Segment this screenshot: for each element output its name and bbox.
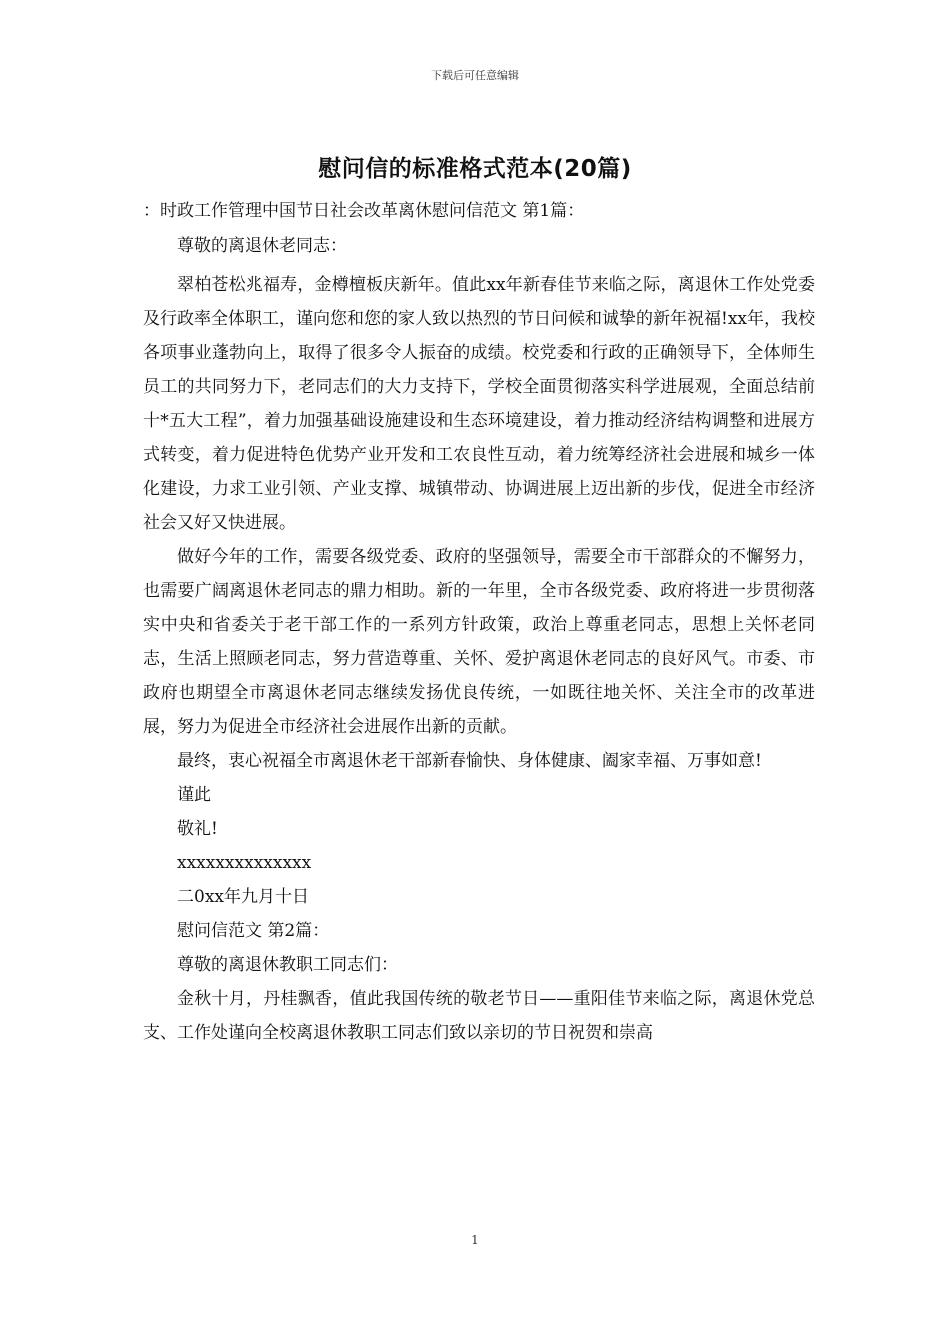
- paragraph-3: 最终，衷心祝福全市离退休老干部新春愉快、身体健康、阖家幸福、万事如意!: [177, 750, 762, 771]
- document-body: [143, 198, 815, 1050]
- greeting-1: 尊敬的离退休老同志：: [177, 235, 347, 256]
- closing-jingli: 敬礼!: [177, 818, 218, 839]
- greeting-2: 尊敬的离退休教职工同志们：: [177, 954, 398, 975]
- page-header: 下载后可任意编辑: [431, 69, 519, 82]
- paragraph-2: 做好今年的工作，需要各级党委、政府的坚强领导，需要全市干部群众的不懈努力，也需要广阔离退休老同志的鼎力相助。新的一年里，全市各级党委、政府将进一步贯彻落实中央和省委关于老干部工作的一系列方针政策，政治上尊重老同志，思想上关怀老同志，生活上照顾老同志，努力营造尊重、关怀、爱护离退休老同志的良好风气。市委、市政府也期望全市离退休老同志继续发扬优良传统，一如既往地关怀、关注全市的改革进展，努力为促进全市经济社会进展作出新的贡献。: [143, 546, 815, 737]
- document-title: 慰问信的标准格式范本(20篇): [318, 156, 632, 182]
- paragraph-1: 翠柏苍松兆福寿，金樽檀板庆新年。值此xx年新春佳节来临之际，离退休工作处党委及行政率全体职工，谨向您和您的家人致以热烈的节日问候和诚挚的新年祝福!xx年，我校各项事业蓬勃向上，取得了很多令人振奋的成绩。校党委和行政的正确领导下，全体师生员工的共同努力下，老同志们的大力支持下，学校全面贯彻落实科学进展观，全面总结前十*五大工程”，着力加强基础设施建设和生态环境建设，着力推动经济结构调整和进展方式转变，着力促进特色优势产业开发和工农良性互动，着力统筹经济社会进展和城乡一体化建设，力求工业引领、产业支撑、城镇带动、协调进展上迈出新的步伐，促进全市经济社会又好又快进展。: [143, 274, 816, 533]
- letter-date: 二0xx年九月十日: [177, 886, 309, 907]
- section1-heading: ：时政工作管理中国节日社会改革离休慰问信范文 第1篇：: [143, 201, 585, 221]
- closing-jinci: 谨此: [177, 784, 211, 805]
- signature: xxxxxxxxxxxxxx: [177, 852, 312, 873]
- paragraph-section2: 金秋十月，丹桂飘香，值此我国传统的敬老节日——重阳佳节来临之际，离退休党总支、工作处谨向全校离退休教职工同志们致以亲切的节日祝贺和崇高: [143, 988, 815, 1043]
- page-number: 1: [471, 1233, 479, 1247]
- section2-heading: 慰问信范文 第2篇：: [177, 920, 330, 941]
